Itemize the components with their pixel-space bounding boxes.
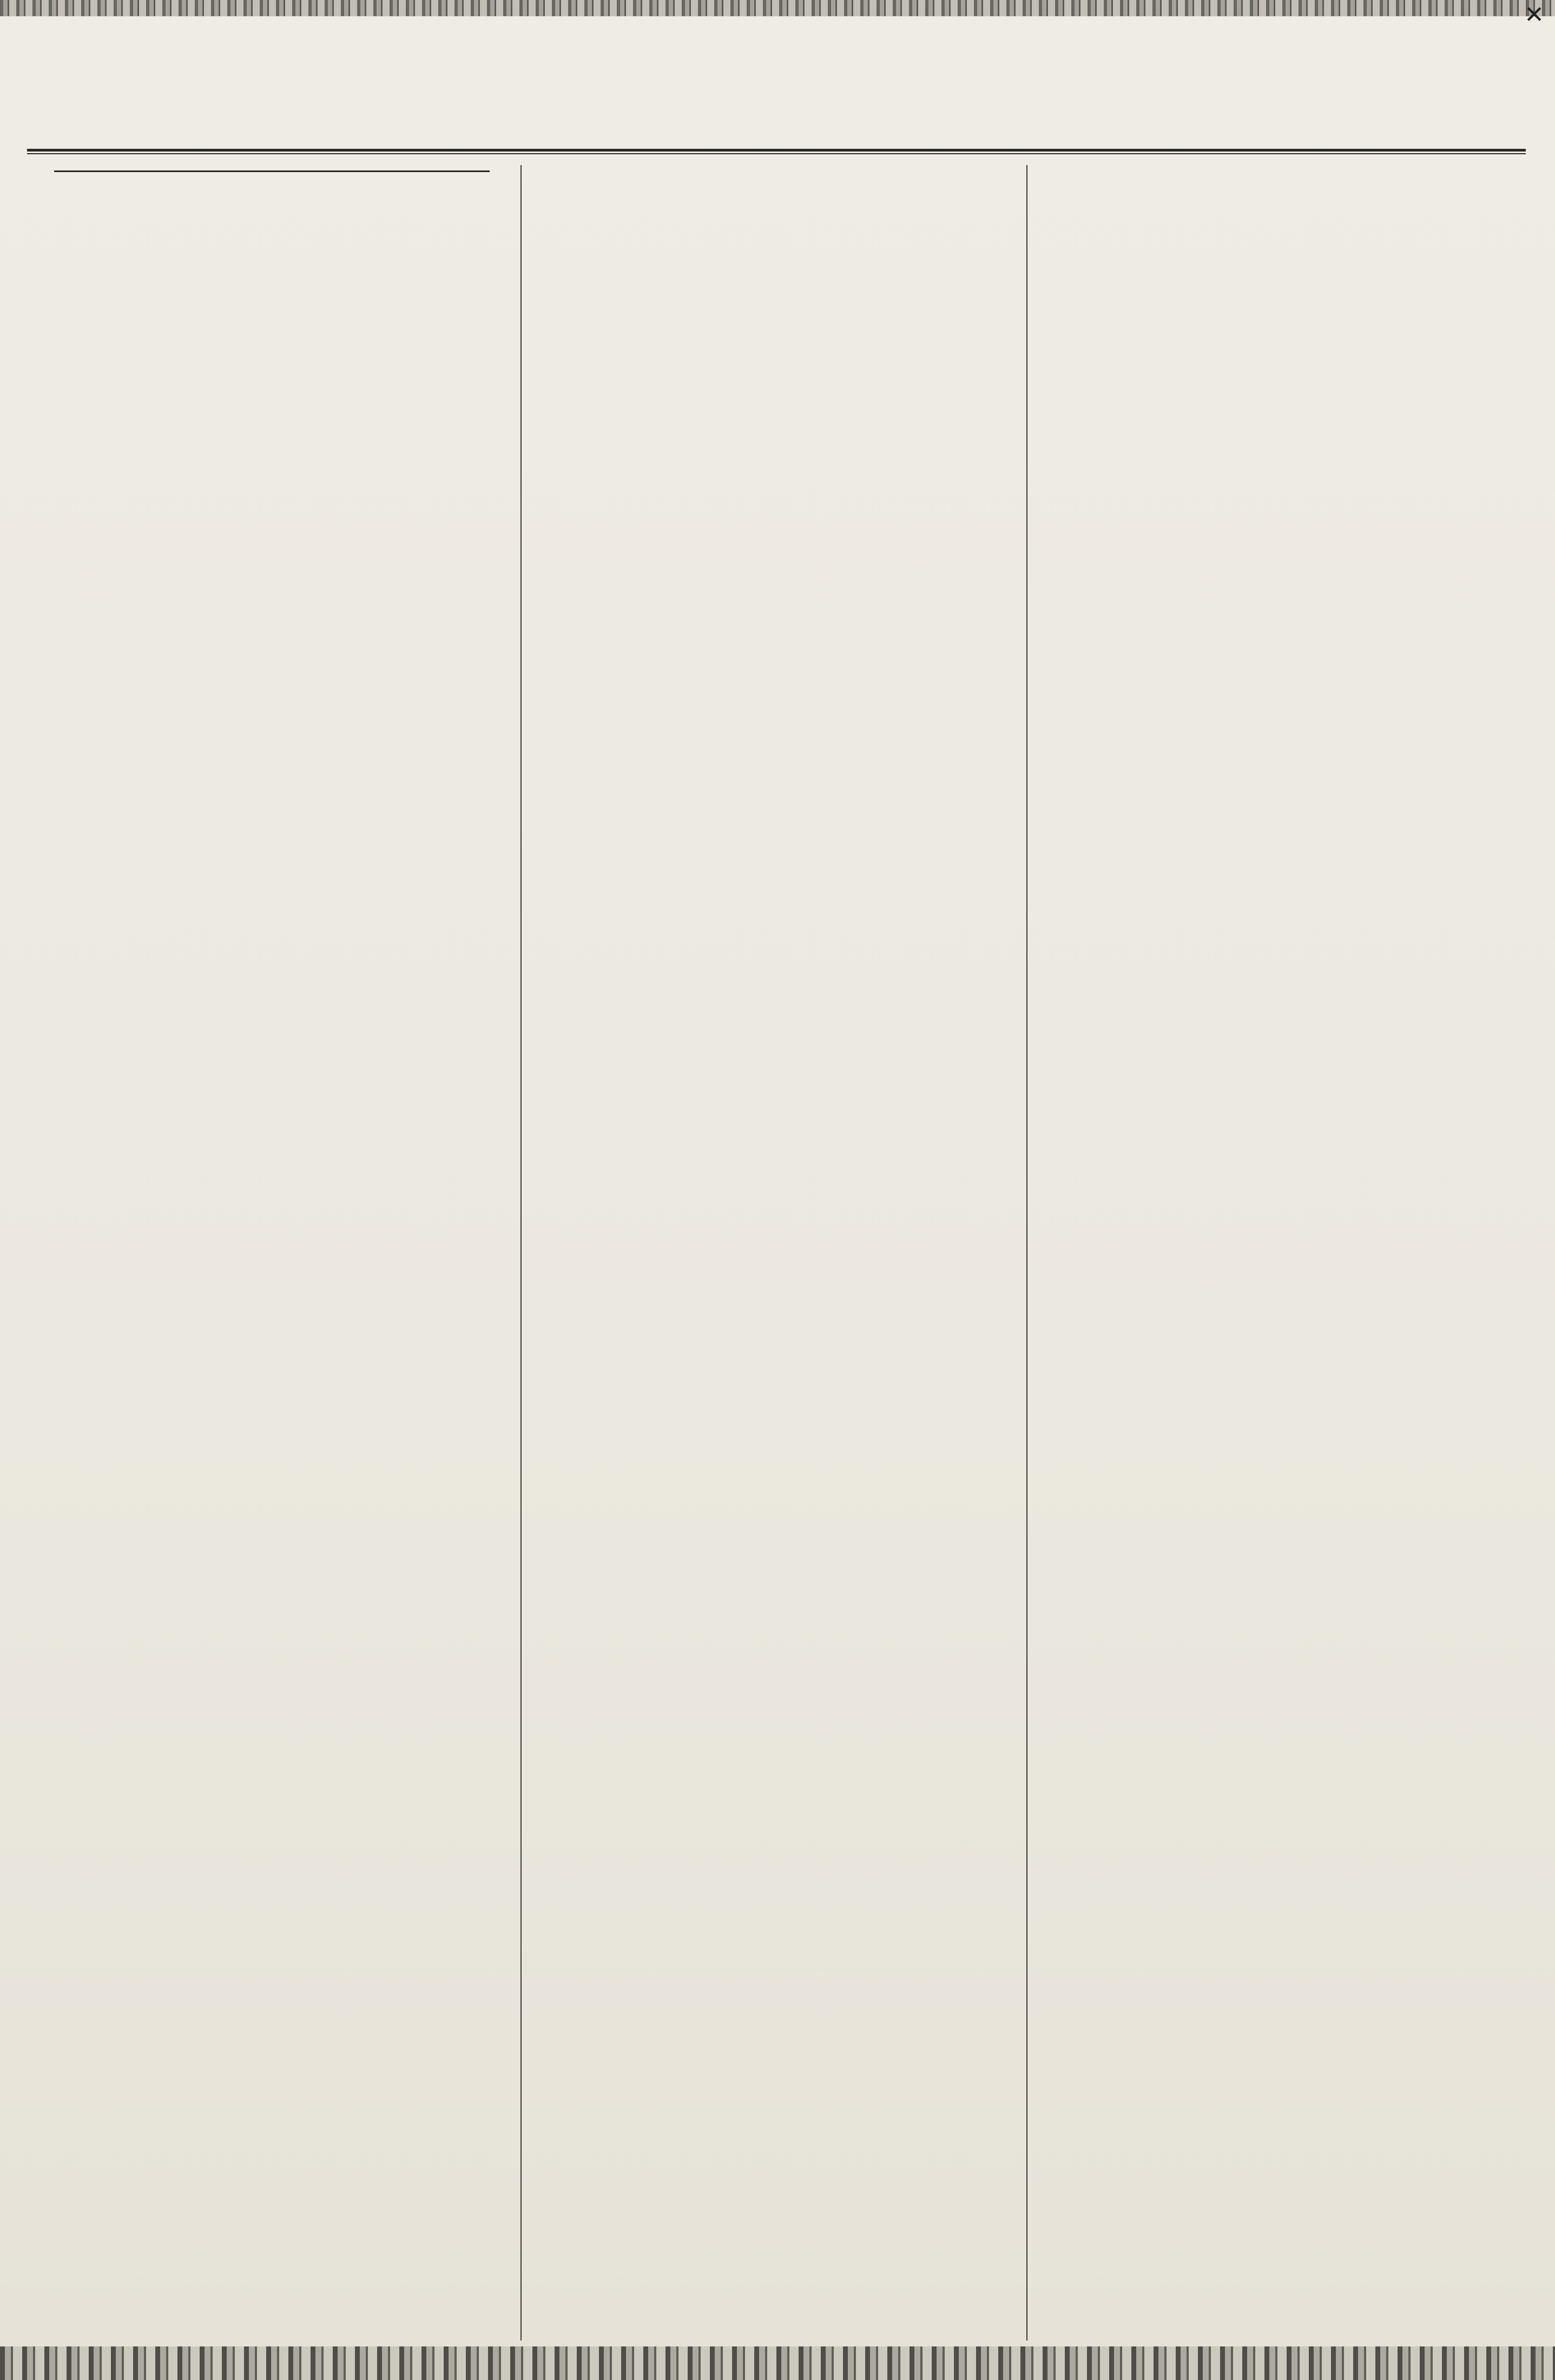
header-rule (27, 149, 1526, 152)
header-rule-thin (27, 153, 1526, 154)
column-2 (538, 165, 1017, 2340)
column-rule (1026, 165, 1027, 2340)
column-3 (1044, 165, 1523, 2340)
corner-mark-icon: ✕ (1524, 2, 1544, 28)
scan-edge-top (0, 0, 1555, 16)
page-header (27, 103, 1526, 152)
section-divider (54, 170, 490, 172)
scan-edge-bottom (0, 2346, 1555, 2380)
column-1 (32, 165, 511, 2340)
column-rule (520, 165, 522, 2340)
